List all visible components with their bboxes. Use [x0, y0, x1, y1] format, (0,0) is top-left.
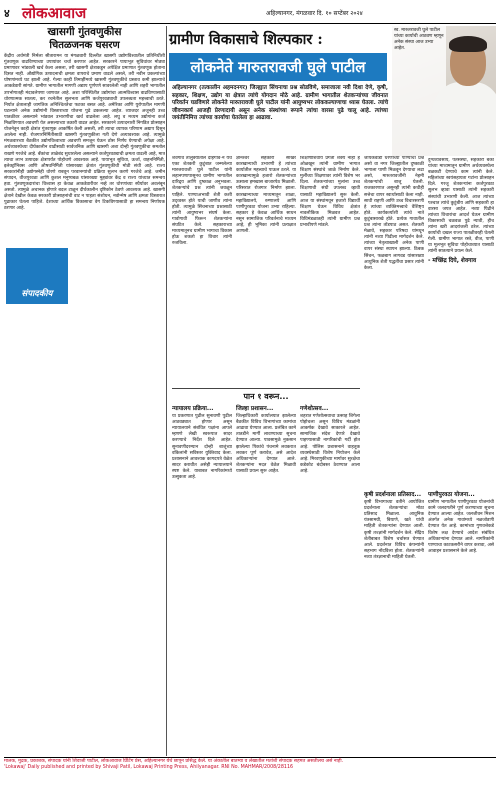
photo-caption: स्व. मारुतरावजी घुले पाटील यांच्या कार्याची आठवण म्हणून अनेक संस्था आज उभ्या आहेत. — [392, 26, 446, 156]
article-kicker: ग्रामीण विकासाचे शिल्पकार : — [169, 31, 323, 48]
photo-shirt — [432, 82, 496, 156]
photo-hair — [449, 36, 487, 52]
article-column-2: ज्ञानेश्वर सहकारी साखर कारखान्याची उभारणी हे त्यांच्या कार्यातील महत्त्वाचे पाऊल ठरले. या कारखान्यामुळे हजारो शेतकऱ्यांच्या ऊसाला हमखास बाजारपेठ मिळाली. परिसरात रोजगार निर्माण झाला. कारखान्याच्या माध्यमातून शाळा, महाविद्यालये, रुग्णालये आणि पाणीपुरवठा योजना उभ्या राहिल्या. सहकार हे केवळ आर्थिक साधन नसून सामाजिक परिवर्तनाचे माध्यम आहे, ही भूमिका त्यांनी प्रत्यक्षात आणली. — [236, 156, 296, 235]
column-divider — [166, 26, 167, 756]
article-column-5-text: दुग्धव्यवसाय, पतसंस्था, सहकारी बँका यांच्या माध्यमातून ग्रामीण अर्थव्यवस्थेला बळकटी देण्याचे काम त्यांनी केले. महिलांच्या स्वयंसहायता गटांना प्रोत्साहन दिले. गरजू शेतकऱ्यांना कर्जपुरवठा सुलभ व्हावा यासाठी त्यांनी सहकारी संस्थांची उभारणी केली. आज त्यांच्या पश्चात त्यांचे कुटुंबीय आणि सहकारी हा वारसा जपत आहेत. नव्या पिढीने त्यांच्या विचारांचा आदर्श घेऊन ग्रामीण विकासाची चळवळ पुढे न्यावी, हीच त्यांना खरी आदरांजली ठरेल. त्यांच्या कार्याची दखल राज्य पातळीवरही घेतली गेली. ग्रामीण भागात रस्ते, वीज, पाणी या मूलभूत सुविधा पोहोचाव्यात यासाठी त्यांनी सातत्याने प्रयत्न केले. — [428, 158, 494, 255]
left-body: केंद्रीय अर्थमंत्री निर्मला सीतारामन या मंगळवारी दिल्लीत खासगी उद्योगविश्वातील प्रतिनिधींशी गुंतवणूक वाढविण्याच्या उपायांवर चर्चा करणार आहेत. सरकारने पायाभूत सुविधांवर मोठ्या प्रमाणावर भांडवली खर्च केला असला, तरी खासगी क्षेत्राकडून अपेक्षित प्रमाणात गुंतवणूक होताना दिसत नाही. औद्योगिक उत्पादनाची क्षमता वापराचे प्रमाण वाढले असले, तरी नवीन प्रकल्पांच्या घोषणांमध्ये घट झाली आहे. गेल्या काही तिमाहींमध्ये खासगी गुंतवणुकीचे प्रस्ताव कमी झाल्याचे आकडेवारी सांगते. ग्रामीण भागातील मागणी अद्याप पूर्णपणे सावरलेली नाही आणि शहरी भागातील उपभोगातही मंदावलेपणा जाणवत आहे. अशा परिस्थितीत उद्योगांचा आत्मविश्वास वाढविण्यासाठी धोरणात्मक सातत्य, कर रचनेतील सुलभता आणि कर्जपुरवठ्याची उपलब्धता महत्त्वाची ठरते. निर्यात क्षेत्रालाही जागतिक अनिश्चिततेचा फटका बसत आहे. अमेरिका आणि युरोपातील मागणी घटल्याने अनेक उद्योगांनी विस्ताराच्या योजना पुढे ढकलल्या आहेत. व्याजदर अजूनही उच्च पातळीवर असल्याने भांडवल उभारणीचा खर्च वाढलेला आहे. लघु व मध्यम उद्योगांना कर्ज मिळविण्यात अडचणी येत असल्याच्या तक्रारी वाढत आहेत. सरकारने उत्पादनाशी निगडित प्रोत्साहन योजनेतून काही क्षेत्रांत गुंतवणूक आकर्षित केली असली, तरी त्याचा व्यापक परिणाम अद्याप दिसून आलेला नाही. रोजगारनिर्मितीसाठी खासगी गुंतवणुकीला गती देणे अत्यावश्यक आहे. त्यामुळे मंगळवारच्या बैठकीत उद्योगविश्वाच्या अडचणी समजून घेऊन ठोस निर्णय घेण्याची अपेक्षा आहे. अर्थव्यवस्थेच्या दीर्घकालीन वाढीसाठी सार्वजनिक आणि खासगी अशा दोन्ही गुंतवणुकीचा समतोल राखणे गरजेचे आहे. बँकांचा ताळेबंद सुधारलेला असल्याने कर्जपुरवठ्याची क्षमता वाढली आहे, मात्र त्याचा लाभ उत्पादक क्षेत्रापर्यंत पोहोचणे आवश्यक आहे. पायाभूत सुविधा, ऊर्जा, वाहननिर्मिती, इलेक्ट्रॉनिक्स आणि औषधनिर्मिती यांसारख्या क्षेत्रांत गुंतवणुकीची मोठी संधी आहे. राज्य सरकारांनीही उद्योगस्नेही धोरणे राबवून परवानग्यांची प्रक्रिया सुलभ करणे गरजेचे आहे. जमीन संपादन, वीजपुरवठा आणि कुशल मनुष्यबळ यांसारख्या मुद्द्यांवर केंद्र व राज्य यांच्यात समन्वय हवा. गुंतवणूकदारांचा विश्वास हा केवळ आकडेवारीवर नव्हे तर धोरणांच्या स्थैर्यावर अवलंबून असतो. त्यामुळे अचानक होणारे बदल टाळून दीर्घकालीन दृष्टिकोन ठेवणे आवश्यक आहे. खासगी क्षेत्राने देखील केवळ सरकारी प्रोत्साहनांची वाट न पाहता संशोधन, नवोन्मेष आणि क्षमता विस्तारात पुढाकार घेतला पाहिजे. देशाच्या आर्थिक विकासाचा वेग टिकविण्यासाठी हा समन्वय निर्णायक ठरणार आहे. — [4, 54, 165, 212]
continued-story-4-title: कृषी प्रदर्शनाला प्रतिसाद... — [364, 492, 422, 498]
continued-story-5 — [428, 490, 494, 752]
editorial-badge — [6, 248, 68, 304]
continued-story-5-text: ग्रामीण भागातील पाणीपुरवठा योजनांची कामे जलदगतीने पूर्ण करण्याच्या सूचना देण्यात आल्या आहेत. जलजीवन मिशन अंतर्गत अनेक गावांमध्ये नळजोडणी देण्यात येत आहे. कामांच्या गुणवत्तेकडे विशेष लक्ष देण्याचे आदेश संबंधित अधिकाऱ्यांना देण्यात आले. नागरिकांनी पाण्याचा काटकसरीने वापर करावा, असे आवाहन प्रशासनाने केले आहे. — [428, 500, 494, 554]
left-headline: खासगी गुंतवणुकीस — [47, 26, 122, 38]
left-article — [4, 26, 165, 754]
article-column-4: जायकवाडी धरणाच्या पाण्याचा प्रश्न असो वा नगर जिल्ह्यातील दुष्काळी भागाला पाणी मिळवून देण्याचा लढा असो, मारुतरावजींनी नेहमी शेतकऱ्यांची बाजू घेतली. राजकारणात असूनही त्यांनी कधीही सत्तेचा वापर स्वार्थासाठी केला नाही. साधी राहणी आणि उच्च विचारसरणी हे त्यांच्या व्यक्तिमत्त्वाचे वैशिष्ट्य होते. कार्यकर्त्यांशी त्यांचे नाते कुटुंबासारखे होते. प्रत्येक गावातील प्रश्न त्यांना तोंडपाठ असत. शेतकरी मेळावे, सहकार परिषदा यांमधून त्यांनी नव्या पिढीला मार्गदर्शन केले. त्यांच्या नेतृत्वाखाली अनेक पाणी वापर संस्था स्थापन झाल्या. ठिबक सिंचन, फळबाग लागवड यांसारख्या आधुनिक शेती पद्धतींचा प्रसार त्यांनी केला. — [364, 156, 424, 271]
page-number: ४ — [4, 6, 10, 20]
masthead — [4, 4, 496, 22]
footer-divider — [4, 757, 496, 758]
article-author: - मच्छिंद्र दिघे, शेवगाव — [428, 257, 477, 264]
imprint-footer — [4, 759, 496, 771]
article-headline: लोकनेते मारुतरावजी घुले पाटील — [190, 58, 366, 76]
portrait-photo — [392, 26, 496, 156]
editorial-label: संपादकीय — [21, 289, 53, 299]
section-divider — [172, 388, 360, 389]
article-column-1: शेवगाव तालुक्यातील दहिगाव-ने येथे एका शेतकरी कुटुंबात जन्मलेल्या मारुतरावजी घुले पाटील यांनी लहानपणापासूनच ग्रामीण भागातील दारिद्र्य आणि दुष्काळ अनुभवला. शेतकऱ्यांचे प्रश्न त्यांनी जवळून पाहिले. पाण्याअभावी शेती कशी उद्ध्वस्त होते याची जाणीव त्यांना होती. त्यामुळे सिंचनाच्या प्रश्नासाठी त्यांनी आयुष्यभर संघर्ष केला. गावोगावी फिरून शेतकऱ्यांना संघटित केले. सहकाराच्या माध्यमातूनच ग्रामीण भागाचा विकास होऊ शकतो हा विचार त्यांनी रुजविला. — [172, 156, 232, 247]
article-column-5 — [428, 158, 494, 488]
continued-story-1 — [172, 404, 232, 752]
paper-name: लोकआवाज — [22, 4, 87, 22]
continued-story-3-title: गणेशोत्सव... — [300, 406, 329, 412]
article-intro: अहिल्यानगर (तत्कालीन अहमदनगर) जिल्ह्यात सिंचनाचा प्रश्न सोडविणे, समाजाला नवी दिशा देणे, कृषी, सहकार, शिक्षण, उद्योग या क्षेत्रात त्यांचे योगदान मोठे आहे. ग्रामीण भागातील शेतकऱ्यांच्या जीवनात परिवर्तन घडविणारे लोकनेते मारुतरावजी घुले पाटील यांनी आयुष्यभर लोककल्याणाचा ध्यास घेतला. त्यांचे जीवनकार्य आजही प्रेरणादायी असून अनेक संस्थांच्या रूपाने त्यांचा वारसा पुढे चालू आहे. त्यांच्या जयंतीनिमित्त त्यांच्या कार्याचा घेतलेला हा आढावा. — [172, 85, 388, 122]
continued-story-4-text: कृषी विभागाच्या वतीने आयोजित प्रदर्शनाला शेतकऱ्यांचा मोठा प्रतिसाद मिळाला. आधुनिक यंत्रसामग्री, बियाणे, खते यांची माहिती शेतकऱ्यांना देण्यात आली. कृषी तज्ज्ञांनी मार्गदर्शन केले. सेंद्रिय शेतीबाबत विशेष चर्चासत्र घेण्यात आले. प्रदर्शनात विविध कंपन्यांनी सहभाग नोंदविला होता. शेतकऱ्यांनी नव्या तंत्रज्ञानाची माहिती घेतली. — [364, 500, 424, 560]
article-column-3: शिक्षणाशिवाय प्रगती शक्य नाही हे ओळखून त्यांनी ग्रामीण भागात शिक्षण संस्थांचे जाळे निर्माण केले. मुलींच्या शिक्षणावर त्यांनी विशेष भर दिला. शेतकऱ्यांच्या मुलांना उच्च शिक्षणाची संधी उपलब्ध व्हावी यासाठी महाविद्यालये सुरू केली. आज या संस्थांमधून हजारो विद्यार्थी शिक्षण घेऊन विविध क्षेत्रांत नावलौकिक मिळवत आहेत. विधिमंडळातही त्यांनी ग्रामीण प्रश्न प्रभावीपणे मांडले. — [300, 156, 360, 229]
continued-story-4 — [364, 490, 424, 752]
continued-heading: पान १ वरून... — [243, 392, 289, 401]
continued-story-1-text: या प्रकरणात पुढील सुनावणी पुढील आठवड्यात होणार असून न्यायालयाने संबंधित पक्षांना आपले म्हणणे लेखी स्वरूपात सादर करण्याचे निर्देश दिले आहेत. सुनावणीदरम्यान दोन्ही बाजूंच्या वकिलांनी सविस्तर युक्तिवाद केला. प्रशासनाने आवश्यक कागदपत्रे वेळेत सादर करावीत असेही न्यायालयाने स्पष्ट केले. याबाबत नागरिकांमध्ये उत्सुकता आहे. — [172, 414, 232, 481]
left-subheadline: चितळजनक घसरण — [49, 40, 120, 51]
continued-story-2 — [236, 404, 296, 752]
continued-story-3 — [300, 404, 360, 752]
continued-story-3-text: शहरात गणेशोत्सवाचा उत्साह शिगेला पोहोचला असून विविध मंडळांनी आकर्षक देखावे साकारले आहेत. सामाजिक संदेश देणारे देखावे पाहण्यासाठी नागरिकांची गर्दी होत आहे. पोलिस प्रशासनाने वाहतूक व्यवस्थेसाठी विशेष नियोजन केले आहे. मिरवणुकीच्या मार्गावर सुरक्षेचा कडेकोट बंदोबस्त ठेवण्यात आला आहे. — [300, 414, 360, 474]
continued-story-5-title: पाणीपुरवठा योजना... — [428, 492, 475, 498]
header-divider — [4, 23, 496, 24]
continued-story-2-title: जिल्हा प्रशासन... — [236, 406, 274, 412]
imprint-english: 'Lokawaj' Daily published and printed by Shivaji Patil, Lokawaj Printing Press, Ahilyanagar. RNI No. MAHMAR/2008/28116 — [4, 765, 294, 771]
imprint-marathi: मालक, मुद्रक, प्रकाशक, संपादक यांनी शिवाजी पाटील, लोकआवाज प्रिंटिंग प्रेस, अहिल्यानगर येथे छापून प्रसिद्ध केले. या अंकातील बातम्या व लेखातील मतांशी संपादक सहमत असतीलच असे नाही. — [4, 759, 344, 764]
continued-story-1-title: न्यायालय प्रक्रिया... — [172, 406, 214, 412]
continued-story-2-text: जिल्हाधिकारी कार्यालयात झालेल्या बैठकीत विविध विभागांच्या कामांचा आढावा घेण्यात आला. प्रलंबित कामे तातडीने मार्गी लावण्याच्या सूचना देण्यात आल्या. पावसामुळे नुकसान झालेल्या पिकांचे पंचनामे लवकरात लवकर पूर्ण करावेत, असे आदेश अधिकाऱ्यांना देण्यात आले. शेतकऱ्यांना मदत वेळेत मिळावी यासाठी प्रयत्न सुरू आहेत. — [236, 414, 296, 474]
date-line: अहिल्यानगर, मंगळवार दि. १० सप्टेंबर २०२४ — [266, 10, 363, 17]
headline-banner — [169, 53, 387, 81]
